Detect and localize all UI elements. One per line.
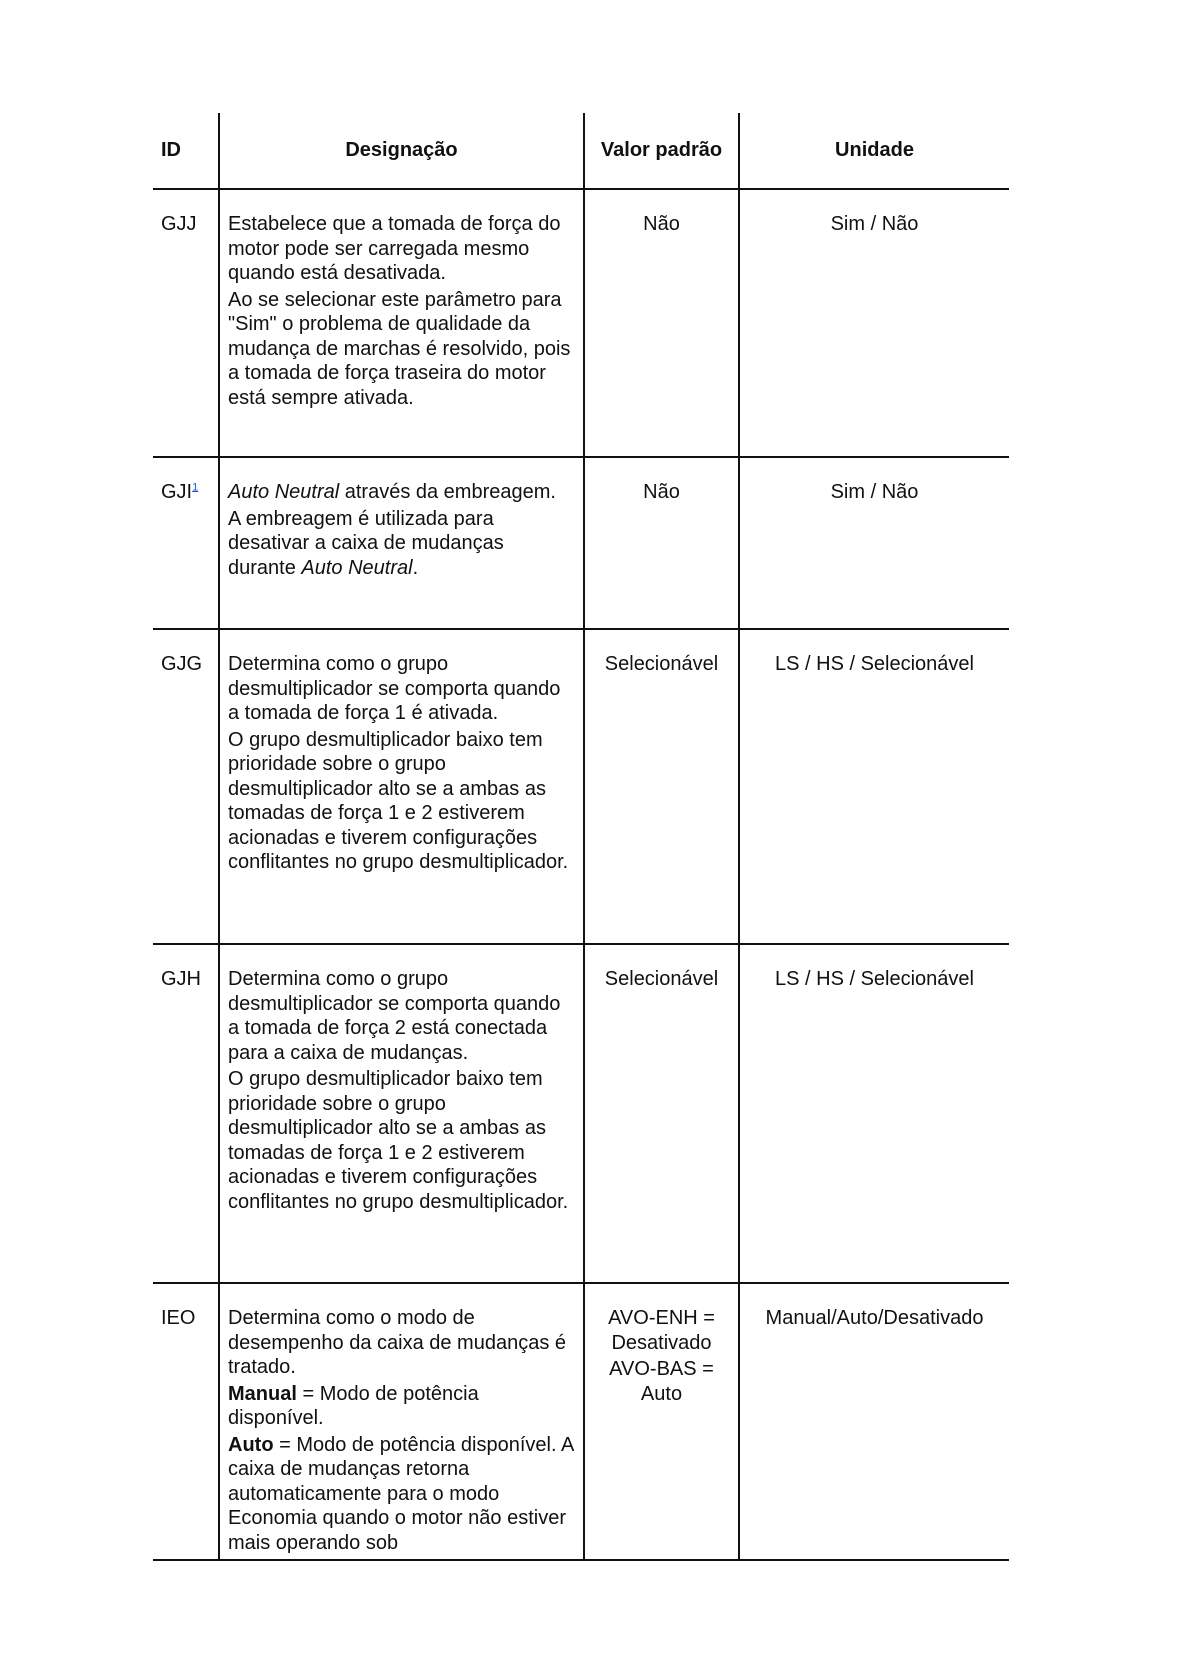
designation-paragraph: O grupo desmultiplicador baixo tem prioridade sobre o grupo desmultiplicador alto se a ambas as tomadas de força 1 e 2 estiverem acionadas e tiverem configurações conflitantes no grupo desmultiplicador.: [228, 1068, 569, 1213]
row-default-value: Selecionável: [585, 945, 740, 1282]
designation-paragraph: O grupo desmultiplicador baixo tem prioridade sobre o grupo desmultiplicador alto se a ambas as tomadas de força 1 e 2 estiverem acionadas e tiverem configurações conflitantes no grupo desmultiplicador.: [228, 728, 569, 873]
header-unit: Unidade: [835, 139, 914, 161]
designation-paragraph: [228, 480, 575, 505]
italic-term: Auto Neutral: [228, 481, 340, 503]
designation-paragraph: [228, 1382, 575, 1431]
row-designation: [220, 190, 585, 456]
designation-paragraph: Determina como o modo de desempenho da caixa de mudanças é tratado.: [228, 1307, 567, 1378]
header-id: ID: [153, 113, 220, 188]
row-id: IEO: [153, 1284, 220, 1559]
default-value-line: AVO-ENH = Desativado: [608, 1307, 715, 1354]
row-unit: Manual/Auto/Desativado: [765, 1307, 984, 1329]
auto-label: Auto: [228, 1433, 274, 1456]
designation-text: A embreagem é utilizada para desativar a caixa de mudanças durante: [228, 507, 504, 579]
row-designation: [220, 458, 585, 628]
row-id: GJJ: [153, 190, 220, 456]
designation-paragraph: Estabelece que a tomada de força do motor pode ser carregada mesmo quando está desativada.: [228, 213, 561, 284]
row-default-value: Não: [585, 458, 740, 628]
row-designation: [220, 1284, 585, 1559]
row-unit: Sim / Não: [830, 481, 919, 503]
row-default-value: Não: [585, 190, 740, 456]
designation-paragraph: Determina como o grupo desmultiplicador se comporta quando a tomada de força 2 está conectada para a caixa de mudanças.: [228, 968, 561, 1064]
header-designation: Designação: [220, 113, 585, 188]
table-row: [153, 630, 1009, 945]
manual-description: = Modo de potência disponível.: [228, 1382, 479, 1429]
table-header-row: [153, 113, 1009, 190]
manual-label: Manual: [228, 1382, 297, 1405]
row-default-value: [585, 1284, 740, 1559]
designation-paragraph: Ao se selecionar este parâmetro para "Sim" o problema de qualidade da mudança de marchas é resolvido, pois a tomada de força traseira do motor está sempre ativada.: [228, 288, 571, 409]
designation-paragraph: [228, 1433, 575, 1556]
row-id-text: GJI: [161, 481, 193, 503]
row-unit: Sim / Não: [830, 213, 919, 235]
designation-paragraph: [228, 507, 575, 581]
table-row: [153, 1284, 1009, 1561]
footnote-link[interactable]: 1: [192, 481, 199, 494]
row-designation: [220, 630, 585, 943]
row-designation: [220, 945, 585, 1282]
table-row: [153, 458, 1009, 630]
row-unit: LS / HS / Selecionável: [775, 653, 974, 675]
designation-text: através da embreagem.: [339, 481, 556, 503]
row-id: GJG: [153, 630, 220, 943]
parameter-table: [153, 113, 1009, 1561]
row-unit: LS / HS / Selecionável: [775, 968, 974, 990]
table-row: [153, 945, 1009, 1284]
auto-description: = Modo de potência disponível. A caixa de mudanças retorna automaticamente para o modo Economia quando o motor não estiver mais operando sob: [228, 1433, 574, 1554]
header-default-value: Valor padrão: [585, 113, 740, 188]
designation-text: .: [412, 556, 419, 579]
row-default-value: Selecionável: [585, 630, 740, 943]
default-value-line: AVO-BAS = Auto: [609, 1358, 714, 1405]
row-id: [153, 458, 220, 628]
designation-paragraph: Determina como o grupo desmultiplicador se comporta quando a tomada de força 1 é ativada.: [228, 653, 561, 724]
italic-term: Auto Neutral: [301, 556, 413, 579]
table-row: [153, 190, 1009, 458]
row-id: GJH: [153, 945, 220, 1282]
